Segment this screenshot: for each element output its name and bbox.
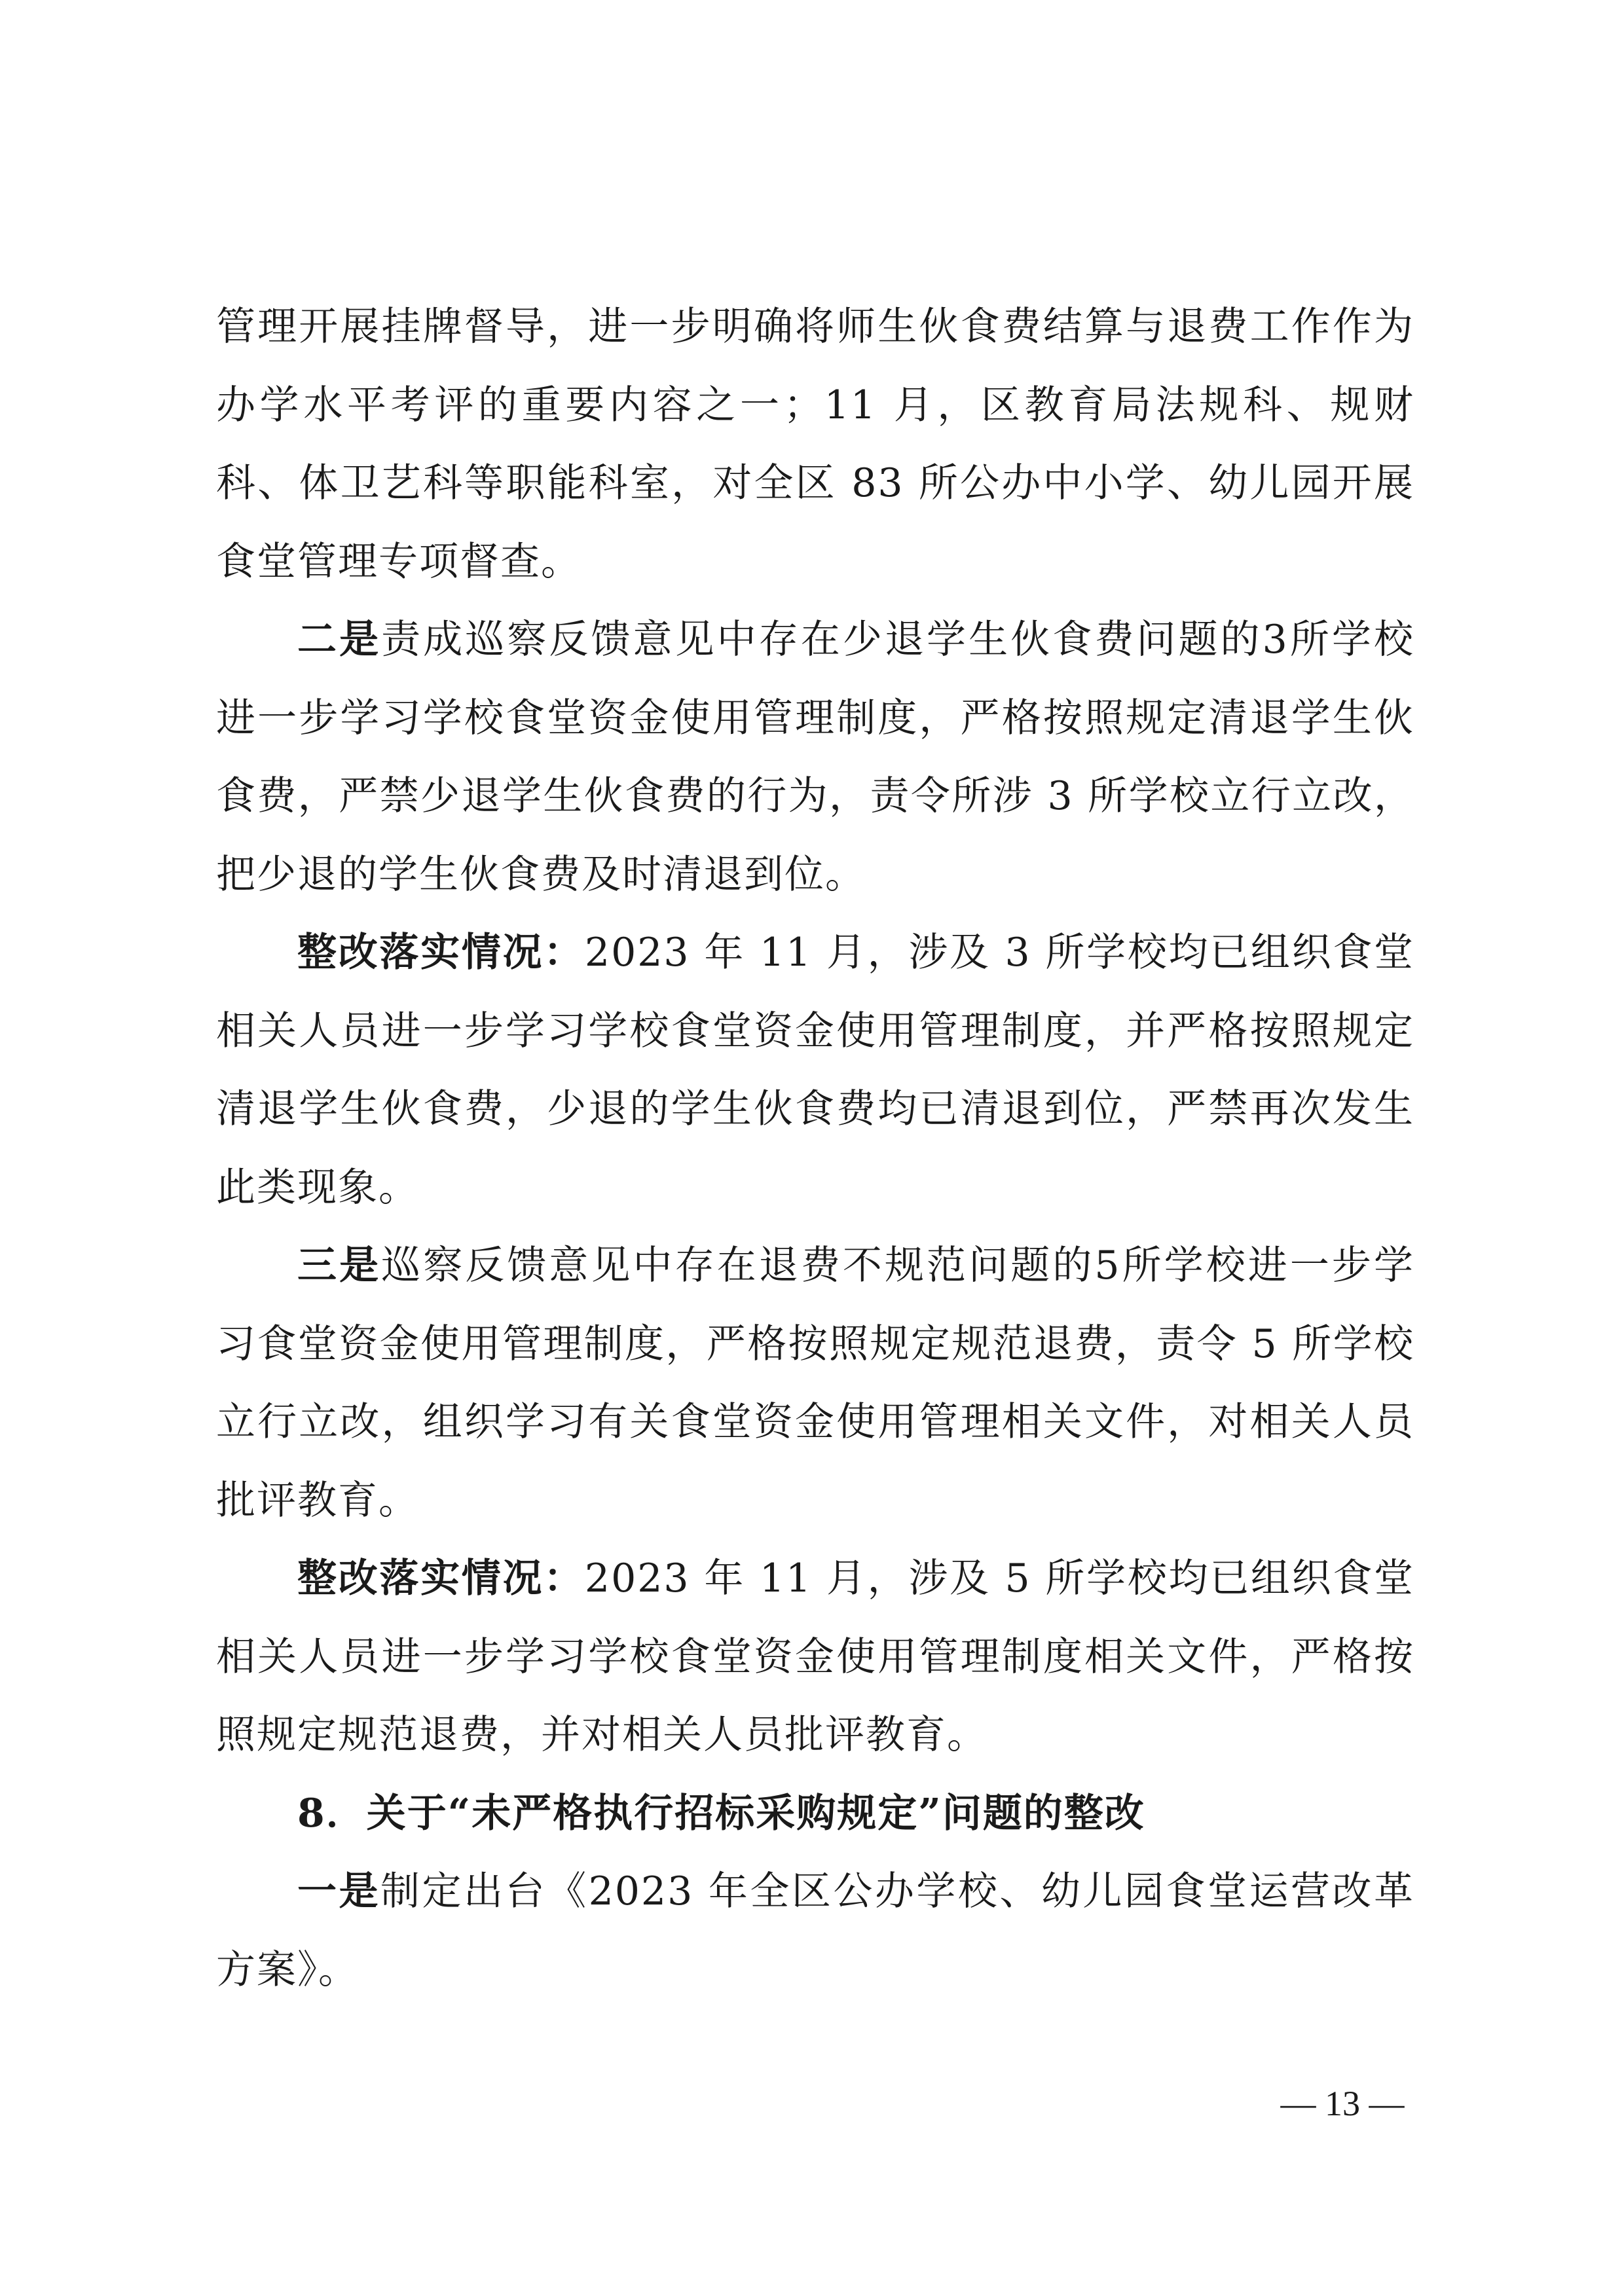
document-body	[216, 288, 1414, 2009]
paragraph-text: 巡察反馈意见中存在退费不规范问题的5所学校进一步学习食堂资金使用管理制度，严格按照规定规范退费，责令 5 所学校立行立改，组织学习有关食堂资金使用管理相关文件，对相关人员批评教育。	[216, 1243, 1414, 1523]
paragraph-text: 制定出台《2023 年全区公办学校、幼儿园食堂运营改革方案》。	[216, 1868, 1414, 1993]
paragraph-lead: 整改落实情况：	[297, 930, 585, 975]
paragraph-text: 2023 年 11 月，涉及 5 所学校均已组织食堂相关人员进一步学习学校食堂资金使用管理制度相关文件，严格按照规定规范退费，并对相关人员批评教育。	[216, 1556, 1415, 1758]
paragraph-rectification-status-2	[216, 1540, 1414, 1775]
page-number: — 13 —	[1280, 2084, 1405, 2123]
paragraph-text: 责成巡察反馈意见中存在少退学生伙食费问题的3所学校进一步学习学校食堂资金使用管理制度，严格按照规定清退学生伙食费，严禁少退学生伙食费的行为，责令所涉 3 所学校立行立改，把少退的学生伙食费及时清退到位。	[216, 617, 1414, 898]
paragraph-continuation	[216, 288, 1414, 601]
paragraph-item-three	[216, 1227, 1414, 1540]
paragraph-item-one	[216, 1853, 1414, 2009]
paragraph-lead: 三是	[297, 1243, 382, 1288]
paragraph-lead: 二是	[297, 617, 382, 663]
paragraph-text: 管理开展挂牌督导，进一步明确将师生伙食费结算与退费工作作为办学水平考评的重要内容之一；11 月，区教育局法规科、规财科、体卫艺科等职能科室，对全区 83 所公办中小学、幼儿园开展食堂管理专项督查。	[216, 304, 1414, 585]
paragraph-item-two	[216, 601, 1414, 914]
section-heading: 8．关于“未严格执行招标采购规定”问题的整改	[297, 1790, 1145, 1836]
paragraph-rectification-status-1	[216, 914, 1414, 1227]
paragraph-text: 2023 年 11 月，涉及 3 所学校均已组织食堂相关人员进一步学习学校食堂资金使用管理制度，并严格按照规定清退学生伙食费，少退的学生伙食费均已清退到位，严禁再次发生此类现象。	[216, 930, 1415, 1211]
paragraph-lead: 整改落实情况：	[297, 1556, 585, 1601]
paragraph-lead: 一是	[297, 1868, 381, 1914]
